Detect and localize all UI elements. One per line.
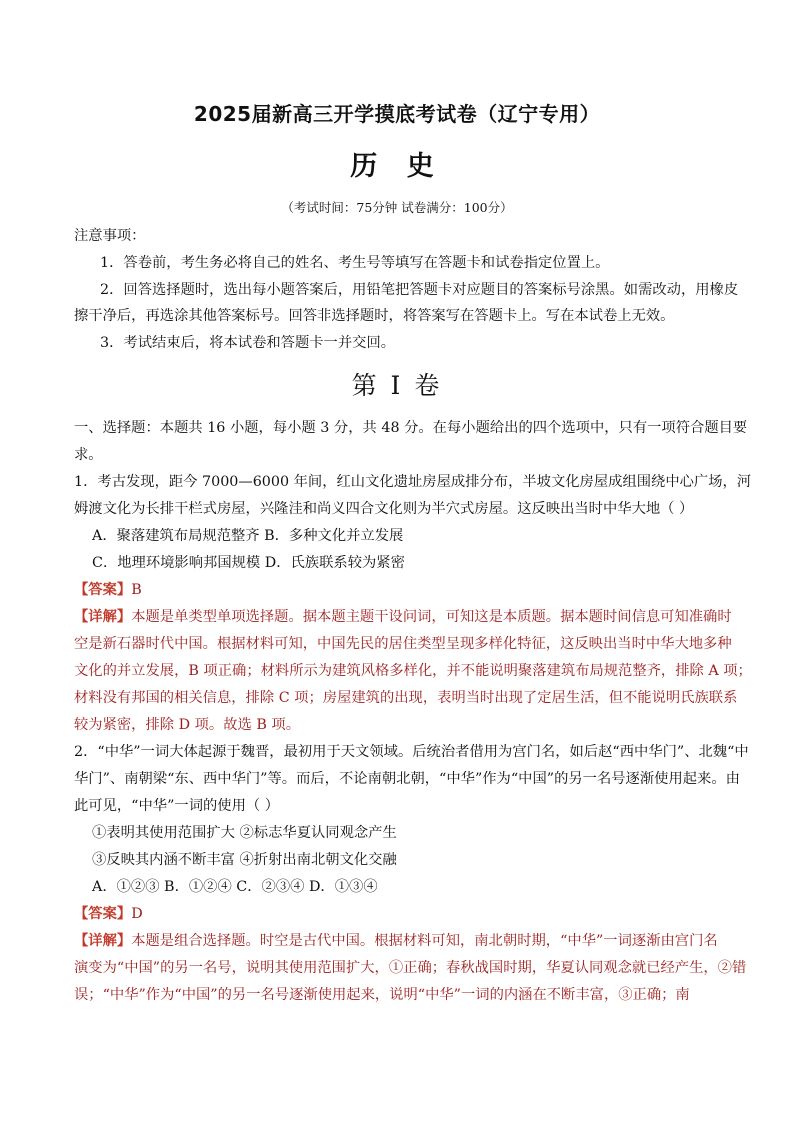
q1-stem-1: 1．考古发现，距今 7000—6000 年间，红山文化遗址房屋成排分布，半坡文化房屋成组围绕中心广场，河: [74, 474, 752, 490]
detail-tag: 【详解】: [74, 933, 132, 949]
detail-tag: 【详解】: [74, 609, 132, 625]
q1-options-2: C．地理环境影响邦国规模 D．氏族联系较为紧密: [92, 555, 405, 571]
section-title: 第 I 卷: [351, 371, 443, 400]
q1-answer: [74, 580, 142, 600]
answer-tag: 【答案】: [74, 582, 132, 598]
q1-detail-4: 材料没有邦国的相关信息，排除 C 项；房屋建筑的出现，表明当时出现了定居生活，但不能说明氏族联系: [74, 690, 738, 706]
q1-detail-3: 文化的并立发展，B 项正确；材料所示为建筑风格多样化，并不能说明聚落建筑布局规范整齐，排除 A 项；: [74, 663, 752, 679]
answer-value: B: [131, 582, 142, 598]
answer-value: D: [131, 906, 143, 922]
instructions-line-1: 一、选择题：本题共 16 小题，每小题 3 分，共 48 分。在每小题给出的四个选项中，只有一项符合题目要: [74, 420, 748, 436]
detail-text: 本题是组合选择题。时空是古代中国。根据材料可知，南北朝时期，“中华”一词逐渐由宫门名: [131, 933, 718, 949]
q2-detail-3: 误；“中华”作为“中国”的另一名号逐渐使用起来，说明“中华”一词的内涵在不断丰富，③正确；南: [74, 987, 690, 1003]
answer-tag: 【答案】: [74, 906, 132, 922]
exam-time-info: （考试时间：75分钟 试卷满分：100分）: [281, 200, 513, 215]
q2-detail-2: 演变为“中国”的另一名号，说明其使用范围扩大，①正确；春秋战国时期，华夏认同观念就已经产生，②错: [74, 960, 747, 976]
detail-text: 本题是单类型单项选择题。据本题主题干设问词，可知这是本质题。据本题时间信息可知准确时: [131, 609, 732, 625]
notes-heading: 注意事项：: [74, 228, 146, 244]
exam-title: 2025届新高三开学摸底考试卷（辽宁专用）: [193, 102, 601, 126]
q2-item-2: ③反映其内涵不断丰富 ④折射出南北朝文化交融: [92, 852, 397, 868]
q2-stem-2: 华门”、南朝梁“东、西中华门”等。而后，不论南朝北朝，“中华”作为“中国”的另一名号逐渐使用起来。由: [74, 771, 740, 787]
note-item-1: 1．答卷前，考生务必将自己的姓名、考生号等填写在答题卡和试卷指定位置上。: [100, 255, 610, 271]
subject-title: 历 史: [350, 151, 444, 182]
q2-stem-3: 此可见，“中华”一词的使用（ ）: [74, 798, 280, 814]
q1-options-1: A．聚落建筑布局规范整齐 B．多种文化并立发展: [92, 528, 404, 544]
q2-detail-1: [74, 931, 718, 951]
note-item-2: 2．回答选择题时，选出每小题答案后，用铅笔把答题卡对应题目的答案标号涂黑。如需改动，用橡皮: [100, 282, 739, 298]
q2-item-1: ①表明其使用范围扩大 ②标志华夏认同观念产生: [92, 825, 397, 841]
q2-stem-1: 2．“中华”一词大体起源于魏晋，最初用于天文领域。后统治者借用为宫门名，如后赵“西中华门”、北魏“中: [74, 744, 749, 760]
q1-detail-5: 较为紧密，排除 D 项。故选 B 项。: [74, 717, 301, 733]
q1-detail-2: 空是新石器时代中国。根据材料可知，中国先民的居住类型呈现多样化特征，这反映出当时中华大地多种: [74, 636, 732, 652]
q1-detail-1: [74, 607, 732, 627]
q2-options: A．①②③ B．①②④ C．②③④ D．①③④: [92, 879, 378, 895]
instructions-line-2: 求。: [74, 447, 103, 463]
note-item-2-cont: 擦干净后，再选涂其他答案标号。回答非选择题时，将答案写在答题卡上。写在本试卷上无效。: [74, 308, 675, 324]
q2-answer: [74, 904, 143, 924]
note-item-3: 3．考试结束后，将本试卷和答题卡一并交回。: [100, 335, 396, 351]
q1-stem-2: 姆渡文化为长排干栏式房屋，兴隆洼和尚义四合文化则为半穴式房屋。这反映出当时中华大地（ ）: [74, 501, 694, 517]
